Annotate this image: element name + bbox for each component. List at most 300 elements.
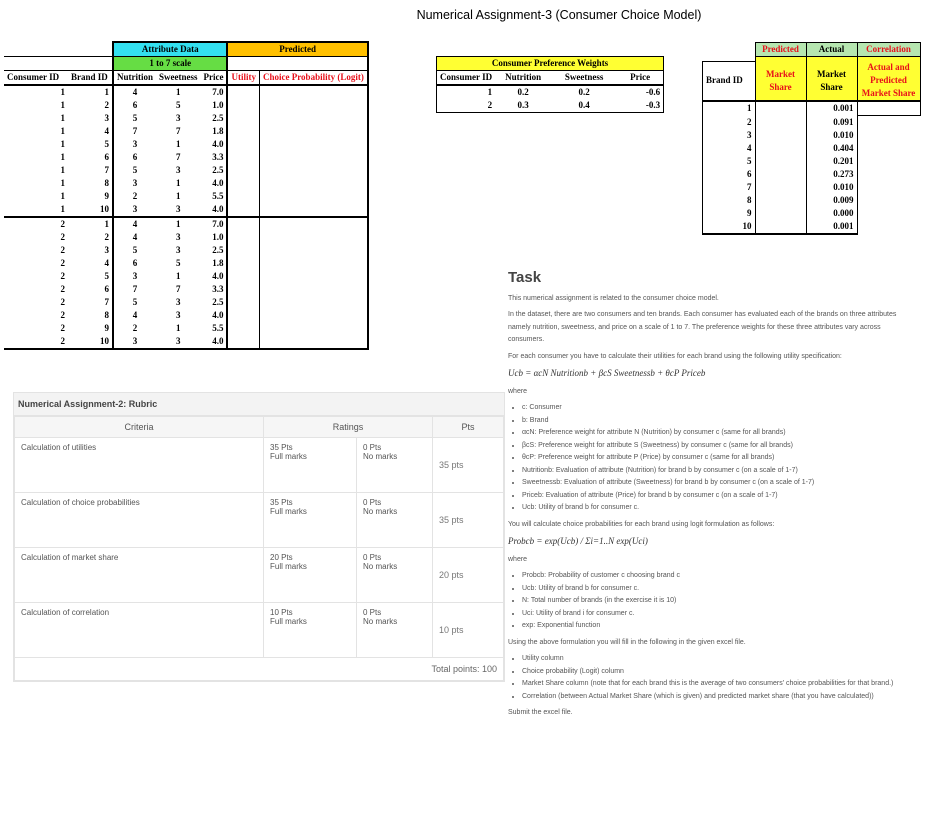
market-share-table [702, 42, 921, 235]
price-cell: 4.0 [201, 335, 228, 349]
sweetness-cell: 3 [156, 335, 201, 349]
attribute-row [4, 231, 368, 244]
predicted-share-cell [755, 101, 806, 116]
market-share-row [703, 168, 921, 181]
deliverable-item: • Choice probability (Logit) column [522, 666, 918, 679]
share-brand-id-cell: 10 [703, 220, 756, 234]
brand-id-cell: 7 [104, 165, 109, 175]
rubric-col-ratings: Ratings [264, 417, 433, 438]
correlation-cell [857, 168, 920, 181]
price-cell: 5.5 [212, 191, 224, 201]
nutrition-cell: 7 [113, 125, 156, 138]
predicted-share-cell [755, 155, 806, 168]
rubric-zero-label: No marks [363, 617, 398, 626]
price-cell: 2.5 [212, 113, 224, 123]
price-cell: 2.5 [212, 165, 224, 175]
share-predicted-header: Predicted [755, 43, 806, 57]
rubric-full-marks-cell [264, 493, 357, 548]
definition-item: • Uci: Utility of brand i for consumer c. [522, 608, 918, 621]
col-sweetness: Sweetness [156, 71, 201, 86]
sweetness-cell: 1 [176, 271, 181, 281]
sweetness-cell: 1 [176, 191, 181, 201]
task-fill-instruction: Using the above formulation you will fill in the following in the given excel file. [508, 638, 746, 646]
choice-probability-cell [259, 270, 367, 283]
deliverable-item: • Correlation (between Actual Market Share (which is given) and predicted market share (that you have calculated)) [522, 691, 918, 704]
choice-probability-cell [259, 138, 367, 151]
sweetness-cell: 3 [176, 310, 181, 320]
nutrition-cell: 7 [113, 283, 156, 296]
task-where-2: where [508, 555, 528, 563]
attribute-row [4, 244, 368, 257]
correlation-cell [857, 181, 920, 194]
task-panel [508, 269, 918, 724]
attribute-row [4, 217, 368, 231]
choice-probability-cell [259, 244, 367, 257]
brand-id-cell: 8 [104, 310, 109, 320]
correlation-cell [857, 155, 920, 168]
definition-item: • b: Brand [522, 415, 918, 428]
rubric-full-pts: 35 Pts [270, 498, 293, 507]
predicted-share-cell [755, 207, 806, 220]
choice-probability-cell [259, 164, 367, 177]
attribute-row [4, 190, 368, 203]
nutrition-cell: 4 [113, 85, 156, 99]
price-cell: 3.3 [212, 284, 224, 294]
consumer-id-cell: 2 [60, 219, 65, 229]
sweetness-cell: 1 [176, 323, 181, 333]
brand-id-cell: 5 [104, 139, 109, 149]
actual-share-cell: 0.010 [806, 181, 857, 194]
sweetness-cell: 7 [176, 152, 181, 162]
correlation-cell [857, 207, 920, 220]
brand-id-cell: 1 [104, 87, 109, 97]
sweetness-cell: 3 [176, 113, 181, 123]
rubric-row [15, 438, 504, 493]
utility-cell [227, 257, 259, 270]
market-share-row [703, 155, 921, 168]
actual-share-cell: 0.000 [806, 207, 857, 220]
definition-item: • Ucb: Utility of brand b for consumer c. [522, 583, 918, 596]
consumer-id-cell: 1 [60, 100, 65, 110]
task-utility-instruction: For each consumer you have to calculate their utilities for each brand using the following utility specification: [508, 352, 842, 360]
share-brand-id-cell: 4 [703, 142, 756, 155]
task-logit-instruction: You will calculate choice probabilities for each brand using logit formulation as follows: [508, 520, 775, 528]
price-cell: 5.5 [212, 323, 224, 333]
market-share-row [703, 129, 921, 142]
correlation-cell [857, 116, 920, 130]
price-cell: 1.0 [212, 232, 224, 242]
brand-id-cell: 4 [104, 258, 109, 268]
utility-cell [227, 177, 259, 190]
sweetness-cell: 3 [176, 245, 181, 255]
utility-formula: Ucb = αcN Nutritionb + βcS Sweetnessb + θcP Priceb [508, 368, 706, 378]
attribute-row [4, 283, 368, 296]
sweetness-cell: 3 [176, 232, 181, 242]
attribute-row [4, 309, 368, 322]
brand-id-cell: 2 [104, 232, 109, 242]
share-brand-id-cell: 2 [703, 116, 756, 130]
correlation-cell [857, 129, 920, 142]
col-utility: Utility [227, 71, 259, 86]
pref-price-cell: -0.3 [617, 99, 664, 113]
probability-definitions [508, 570, 918, 633]
pref-col-nutrition: Nutrition [495, 71, 551, 86]
rubric-no-marks-cell [357, 548, 433, 603]
rubric-zero-label: No marks [363, 452, 398, 461]
actual-share-cell: 0.091 [806, 116, 857, 130]
predicted-share-cell [755, 116, 806, 130]
rubric-no-marks-cell [357, 493, 433, 548]
page-title: Numerical Assignment-3 (Consumer Choice Model) [416, 8, 702, 22]
utility-cell [227, 203, 259, 217]
attribute-data-table [4, 41, 369, 350]
utility-cell [227, 138, 259, 151]
definition-item: • Priceb: Evaluation of attribute (Price) for brand b by consumer c (on a scale of 1-7) [522, 490, 918, 503]
actual-share-cell: 0.273 [806, 168, 857, 181]
rubric-table [14, 416, 504, 681]
nutrition-cell: 6 [113, 151, 156, 164]
choice-probability-cell [259, 335, 367, 349]
price-cell: 4.0 [212, 271, 224, 281]
sweetness-cell: 3 [176, 297, 181, 307]
rubric-row [15, 493, 504, 548]
rubric-pts-cell: 10 pts [433, 603, 504, 658]
nutrition-cell: 5 [113, 164, 156, 177]
predicted-share-cell [755, 181, 806, 194]
rubric-row [15, 548, 504, 603]
task-dataset-description: In the dataset, there are two consumers and ten brands. Each consumer has evaluated each of the brands on three attributes namely nutrition, sweetness, and price on a scale of 1 to 7. The preference weights for these three attributes vary across consumers. [508, 311, 897, 343]
share-brand-id-cell: 3 [703, 129, 756, 142]
rubric-no-marks-cell [357, 603, 433, 658]
col-brand-id: Brand ID [68, 71, 113, 86]
attribute-row [4, 85, 368, 99]
brand-id-cell: 2 [104, 100, 109, 110]
price-cell: 7.0 [212, 87, 224, 97]
choice-probability-cell [259, 99, 367, 112]
definition-item: • Sweetnessb: Evaluation of attribute (Sweetness) for brand b by consumer c (on a scale of 1-7) [522, 477, 918, 490]
sweetness-cell: 1 [176, 219, 181, 229]
nutrition-cell: 2 [113, 190, 156, 203]
preference-row [437, 99, 664, 113]
correlation-cell [857, 101, 920, 116]
rubric-full-label: Full marks [270, 617, 307, 626]
brand-id-cell: 6 [104, 284, 109, 294]
choice-probability-cell [259, 257, 367, 270]
consumer-id-cell: 1 [60, 191, 65, 201]
pref-nutrition-cell: 0.2 [517, 87, 529, 97]
nutrition-cell: 3 [113, 177, 156, 190]
rubric-panel [13, 392, 505, 682]
rubric-full-marks-cell [264, 603, 357, 658]
scale-header: 1 to 7 scale [113, 57, 227, 71]
utility-cell [227, 217, 259, 231]
nutrition-cell: 3 [113, 335, 156, 349]
attribute-row [4, 177, 368, 190]
task-intro: This numerical assignment is related to the consumer choice model. [508, 294, 719, 302]
sweetness-cell: 7 [176, 126, 181, 136]
pref-col-consumer-id: Consumer ID [437, 71, 496, 86]
actual-share-cell: 0.001 [806, 220, 857, 234]
consumer-id-cell: 1 [60, 152, 65, 162]
price-cell: 3.3 [212, 152, 224, 162]
market-share-row [703, 194, 921, 207]
definition-item: • βcS: Preference weight for attribute S (Sweetness) by consumer c (same for all brands) [522, 440, 918, 453]
consumer-id-cell: 1 [60, 113, 65, 123]
preference-row [437, 85, 664, 99]
rubric-criteria-cell: Calculation of choice probabilities [15, 493, 264, 548]
sweetness-cell: 3 [156, 203, 201, 217]
rubric-full-marks-cell [264, 548, 357, 603]
rubric-full-pts: 35 Pts [270, 443, 293, 452]
choice-probability-cell [259, 296, 367, 309]
attribute-row [4, 322, 368, 335]
pref-price-cell: -0.6 [617, 85, 664, 99]
consumer-id-cell: 2 [60, 232, 65, 242]
pref-col-price: Price [617, 71, 664, 86]
price-cell: 4.0 [212, 178, 224, 188]
task-submit: Submit the excel file. [508, 709, 573, 716]
attribute-row [4, 296, 368, 309]
choice-probability-cell [259, 112, 367, 125]
rubric-criteria-cell: Calculation of market share [15, 548, 264, 603]
attribute-row [4, 257, 368, 270]
market-share-row [703, 207, 921, 220]
deliverable-item: • Utility column [522, 653, 918, 666]
pref-nutrition-cell: 0.3 [495, 99, 551, 113]
nutrition-cell: 2 [113, 322, 156, 335]
sweetness-cell: 1 [176, 178, 181, 188]
task-where-1: where [508, 387, 528, 395]
deliverables-list [508, 653, 918, 703]
nutrition-cell: 5 [113, 296, 156, 309]
rubric-zero-pts: 0 Pts [363, 608, 382, 617]
rubric-zero-label: No marks [363, 507, 398, 516]
predicted-header: Predicted [227, 42, 367, 57]
definition-item: • αcN: Preference weight for attribute N (Nutrition) by consumer c (same for all brands) [522, 427, 918, 440]
rubric-no-marks-cell [357, 438, 433, 493]
brand-id-cell: 8 [104, 178, 109, 188]
sweetness-cell: 5 [176, 100, 181, 110]
utility-cell [227, 283, 259, 296]
utility-definitions [508, 402, 918, 515]
consumer-id-cell: 2 [60, 297, 65, 307]
choice-probability-cell [259, 85, 367, 99]
deliverable-item: • Market Share column (note that for each brand this is the average of two consumers' choice probabilities for that brand.) [522, 678, 918, 691]
price-cell: 1.8 [212, 258, 224, 268]
price-cell: 2.5 [212, 245, 224, 255]
choice-probability-cell [259, 190, 367, 203]
price-cell: 1.0 [212, 100, 224, 110]
pref-sweetness-cell: 0.2 [578, 87, 590, 97]
brand-id-cell: 6 [104, 152, 109, 162]
market-share-row [703, 116, 921, 130]
rubric-full-label: Full marks [270, 562, 307, 571]
share-col-predicted: Market Share [755, 61, 806, 101]
attribute-row [4, 125, 368, 138]
sweetness-cell: 1 [176, 139, 181, 149]
definition-item: • θcP: Preference weight for attribute P (Price) by consumer c (same for all brands) [522, 452, 918, 465]
share-correlation-header: Correlation [857, 43, 920, 57]
nutrition-cell: 4 [113, 231, 156, 244]
attribute-row [4, 335, 368, 349]
consumer-id-cell: 1 [60, 126, 65, 136]
utility-cell [227, 151, 259, 164]
nutrition-cell: 6 [113, 257, 156, 270]
preference-weights-title: Consumer Preference Weights [437, 57, 664, 71]
consumer-id-cell: 2 [4, 335, 68, 349]
correlation-cell [857, 142, 920, 155]
market-share-row [703, 142, 921, 155]
choice-probability-cell [259, 322, 367, 335]
consumer-id-cell: 1 [60, 139, 65, 149]
definition-item: • Ucb: Utility of brand b for consumer c. [522, 502, 918, 515]
sweetness-cell: 1 [176, 87, 181, 97]
actual-share-cell: 0.001 [806, 101, 857, 116]
predicted-share-cell [755, 168, 806, 181]
nutrition-cell: 3 [113, 203, 156, 217]
actual-share-cell: 0.009 [806, 194, 857, 207]
definition-item: • c: Consumer [522, 402, 918, 415]
utility-cell [227, 112, 259, 125]
rubric-total: Total points: 100 [15, 658, 504, 681]
utility-cell [227, 85, 259, 99]
rubric-col-criteria: Criteria [15, 417, 264, 438]
utility-cell [227, 322, 259, 335]
choice-probability-cell [259, 151, 367, 164]
col-nutrition: Nutrition [113, 71, 156, 86]
rubric-full-label: Full marks [270, 452, 307, 461]
utility-cell [227, 296, 259, 309]
rubric-row [15, 603, 504, 658]
share-brand-id-cell: 6 [703, 168, 756, 181]
market-share-row [703, 181, 921, 194]
consumer-id-cell: 2 [60, 284, 65, 294]
sweetness-cell: 5 [176, 258, 181, 268]
predicted-share-cell [755, 129, 806, 142]
utility-cell [227, 231, 259, 244]
col-consumer-id: Consumer ID [4, 71, 68, 86]
rubric-criteria-cell: Calculation of utilities [15, 438, 264, 493]
choice-probability-cell [259, 309, 367, 322]
consumer-id-cell: 2 [60, 245, 65, 255]
price-cell: 4.0 [212, 310, 224, 320]
definition-item: • N: Total number of brands (in the exercise it is 10) [522, 595, 918, 608]
rubric-pts-cell: 35 pts [433, 438, 504, 493]
brand-id-cell: 10 [68, 335, 113, 349]
predicted-share-cell [755, 194, 806, 207]
preference-weights-table [436, 56, 664, 113]
rubric-zero-pts: 0 Pts [363, 443, 382, 452]
rubric-zero-pts: 0 Pts [363, 553, 382, 562]
brand-id-cell: 3 [104, 245, 109, 255]
choice-probability-cell [259, 177, 367, 190]
pref-sweetness-cell: 0.4 [551, 99, 617, 113]
utility-cell [227, 270, 259, 283]
share-col-actual: Market Share [806, 61, 857, 101]
price-cell: 7.0 [212, 219, 224, 229]
price-cell: 1.8 [212, 126, 224, 136]
rubric-col-pts: Pts [433, 417, 504, 438]
attribute-row [4, 270, 368, 283]
share-brand-id-cell: 9 [703, 207, 756, 220]
rubric-title: Numerical Assignment-2: Rubric [14, 393, 504, 416]
attribute-row [4, 151, 368, 164]
share-brand-id-cell: 7 [703, 181, 756, 194]
attribute-row [4, 138, 368, 151]
brand-id-cell: 1 [104, 219, 109, 229]
brand-id-cell: 10 [68, 203, 113, 217]
share-actual-header: Actual [806, 43, 857, 57]
sweetness-cell: 3 [176, 165, 181, 175]
consumer-id-cell: 2 [60, 310, 65, 320]
share-brand-id-cell: 5 [703, 155, 756, 168]
price-cell: 4.0 [201, 203, 228, 217]
definition-item: • Nutritionb: Evaluation of attribute (Nutrition) for brand b by consumer c (on a scale of 1-7) [522, 465, 918, 478]
rubric-zero-label: No marks [363, 562, 398, 571]
actual-share-cell: 0.404 [806, 142, 857, 155]
market-share-row [703, 101, 921, 116]
actual-share-cell: 0.201 [806, 155, 857, 168]
rubric-zero-pts: 0 Pts [363, 498, 382, 507]
rubric-full-pts: 10 Pts [270, 608, 293, 617]
correlation-cell [857, 194, 920, 207]
consumer-id-cell: 1 [60, 87, 65, 97]
attribute-row [4, 99, 368, 112]
col-choice-probability: Choice Probability (Logit) [259, 71, 367, 86]
nutrition-cell: 4 [113, 309, 156, 322]
utility-cell [227, 335, 259, 349]
share-brand-id-cell: 8 [703, 194, 756, 207]
rubric-pts-cell: 20 pts [433, 548, 504, 603]
price-cell: 2.5 [212, 297, 224, 307]
rubric-full-label: Full marks [270, 507, 307, 516]
predicted-share-cell [755, 142, 806, 155]
choice-probability-cell [259, 203, 367, 217]
price-cell: 4.0 [212, 139, 224, 149]
nutrition-cell: 3 [113, 138, 156, 151]
utility-cell [227, 164, 259, 177]
task-heading: Task [508, 269, 542, 286]
brand-id-cell: 9 [104, 191, 109, 201]
col-price: Price [201, 71, 228, 86]
consumer-id-cell: 1 [60, 165, 65, 175]
brand-id-cell: 3 [104, 113, 109, 123]
predicted-share-cell [755, 220, 806, 234]
utility-cell [227, 125, 259, 138]
utility-cell [227, 99, 259, 112]
pref-col-sweetness: Sweetness [551, 71, 617, 86]
sweetness-cell: 7 [176, 284, 181, 294]
rubric-pts-cell: 35 pts [433, 493, 504, 548]
consumer-id-cell: 1 [60, 178, 65, 188]
nutrition-cell: 5 [113, 112, 156, 125]
nutrition-cell: 6 [113, 99, 156, 112]
pref-consumer-id-cell: 1 [437, 85, 496, 99]
choice-probability-cell [259, 231, 367, 244]
definition-item: • exp: Exponential function [522, 620, 918, 633]
correlation-cell [857, 220, 920, 234]
share-brand-id-cell: 1 [703, 101, 756, 116]
attribute-row [4, 203, 368, 217]
consumer-id-cell: 2 [60, 258, 65, 268]
brand-id-cell: 9 [104, 323, 109, 333]
logit-formula: Probcb = exp(Ucb) / Σi=1..N exp(Uci) [508, 536, 648, 546]
nutrition-cell: 3 [113, 270, 156, 283]
brand-id-cell: 4 [104, 126, 109, 136]
utility-cell [227, 190, 259, 203]
rubric-full-marks-cell [264, 438, 357, 493]
actual-share-cell: 0.010 [806, 129, 857, 142]
